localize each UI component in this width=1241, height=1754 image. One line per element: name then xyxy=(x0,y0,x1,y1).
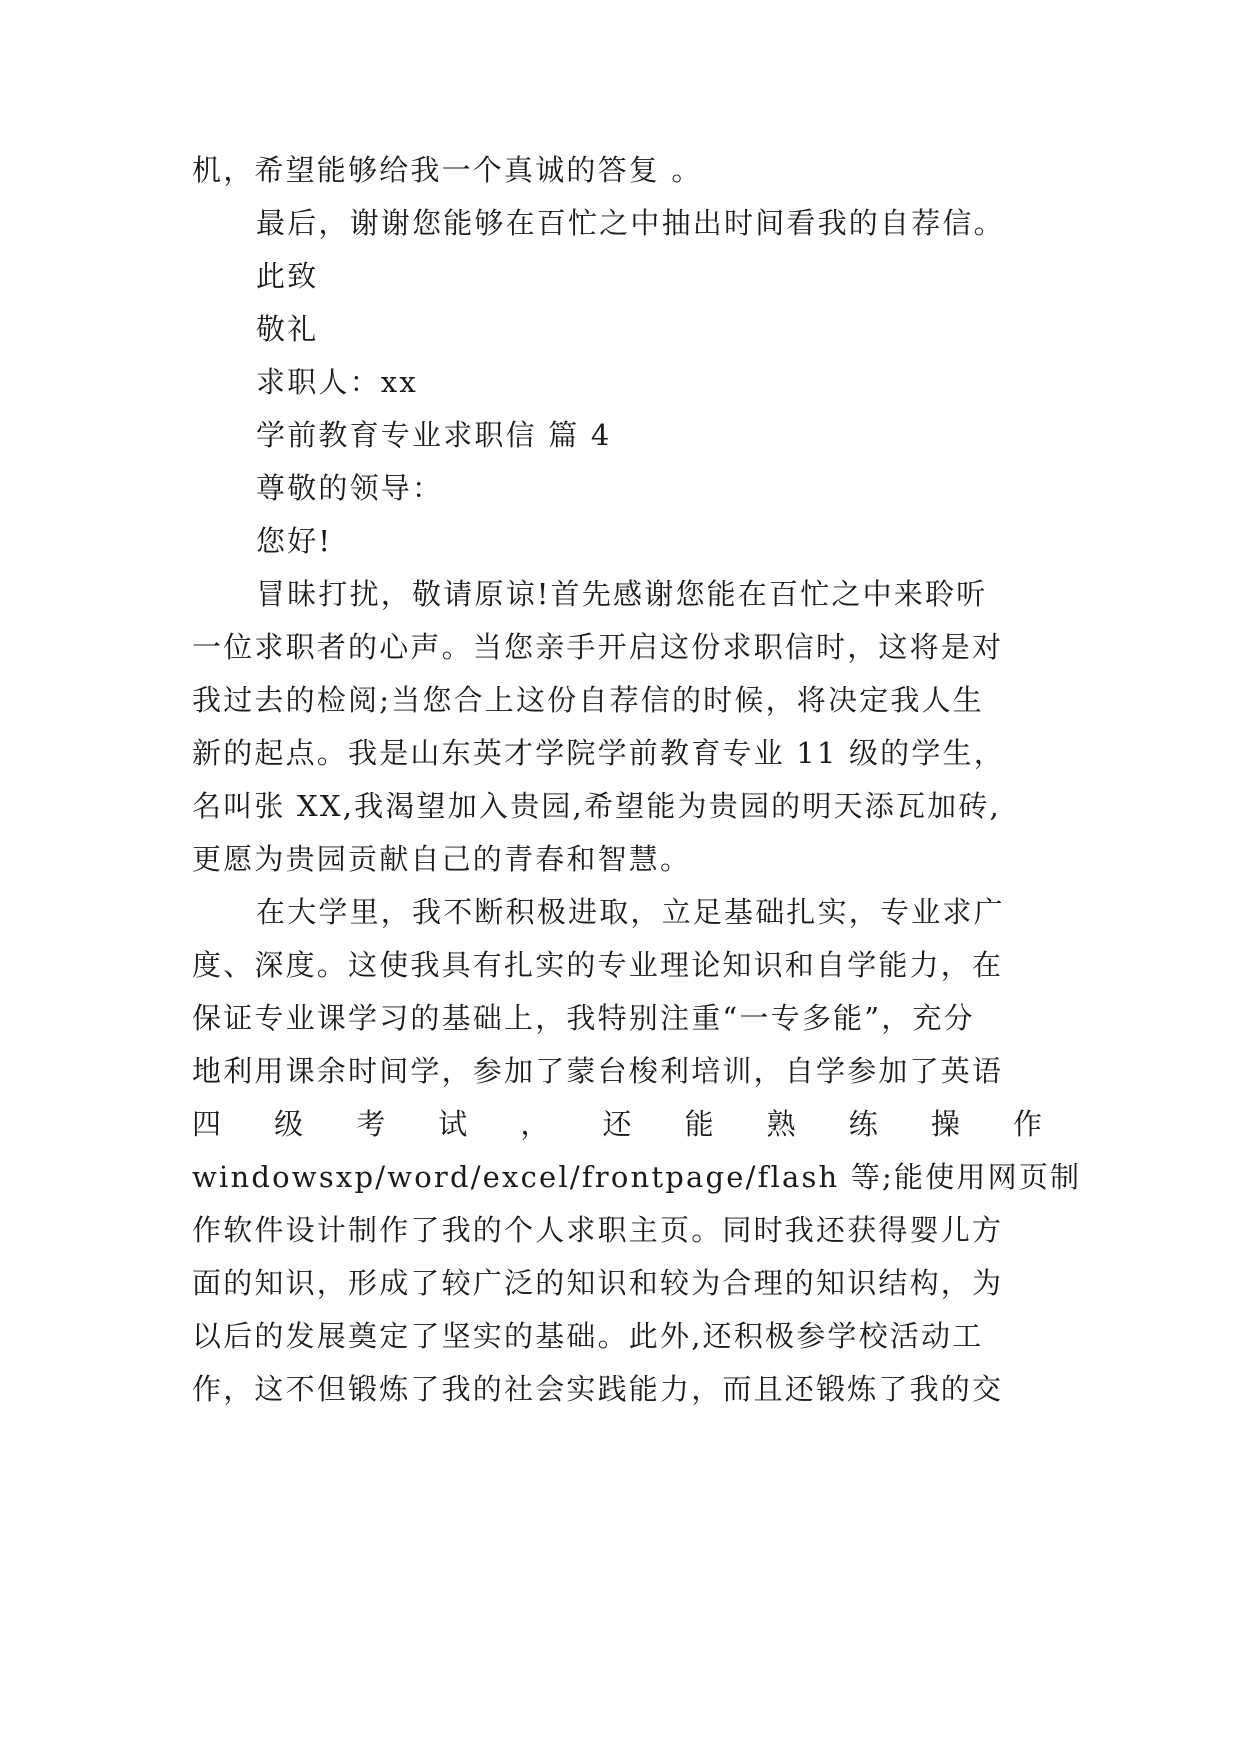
text-line: 最后，谢谢您能够在百忙之中抽出时间看我的自荐信。 xyxy=(256,206,1005,240)
text-char: 级 xyxy=(274,1107,304,1141)
text-line: 我过去的检阅;当您合上这份自荐信的时候，将决定我人生 xyxy=(192,683,984,717)
text-line: 保证专业课学习的基础上，我特别注重“一专多能”，充分 xyxy=(192,1001,975,1035)
text-line: 作，这不但锻炼了我的社会实践能力，而且还锻炼了我的交 xyxy=(192,1372,1004,1406)
text-char: 试 xyxy=(438,1107,468,1141)
text-line: 冒昧打扰，敬请原谅!首先感谢您能在百忙之中来聆听 xyxy=(256,577,988,611)
text-char: 作 xyxy=(1012,1107,1042,1141)
text-line: 作软件设计制作了我的个人求职主页。同时我还获得婴儿方 xyxy=(192,1213,1004,1247)
text-line: 名叫张 XX,我渴望加入贵园,希望能为贵园的明天添瓦加砖, xyxy=(192,789,1001,823)
text-line: 此致 xyxy=(256,259,319,293)
text-line: 地利用课余时间学，参加了蒙台梭利培训，自学参加了英语 xyxy=(192,1054,1004,1088)
text-char: 考 xyxy=(356,1107,386,1141)
section-heading: 学前教育专业求职信 篇 4 xyxy=(256,418,612,452)
text-line: 更愿为贵园贡献自己的青春和智慧。 xyxy=(192,842,692,876)
text-line: 尊敬的领导： xyxy=(256,471,444,505)
text-char: 熟 xyxy=(766,1107,796,1141)
text-line: 您好! xyxy=(256,524,333,558)
text-line: 在大学里，我不断积极进取，立足基础扎实，专业求广 xyxy=(256,895,1005,929)
text-line: 敬礼 xyxy=(256,312,319,346)
text-char: 操 xyxy=(930,1107,960,1141)
text-line: 面的知识，形成了较广泛的知识和较为合理的知识结构，为 xyxy=(192,1266,1004,1300)
text-char: ， xyxy=(520,1107,550,1141)
justified-text-line xyxy=(192,1104,1042,1144)
text-line: 度、深度。这使我具有扎实的专业理论知识和自学能力，在 xyxy=(192,948,1004,982)
text-line: 机，希望能够给我一个真诚的答复 。 xyxy=(192,153,703,187)
text-line: 以后的发展奠定了坚实的基础。此外,还积极参学校活动工 xyxy=(192,1319,984,1353)
text-line: 求职人：xx xyxy=(256,365,418,399)
text-line: 一位求职者的心声。当您亲手开启这份求职信时，这将是对 xyxy=(192,630,1004,664)
text-char: 还 xyxy=(602,1107,632,1141)
text-char: 练 xyxy=(848,1107,878,1141)
text-line: windowsxp/word/excel/frontpage/flash 等;能使用网页制 xyxy=(192,1160,1082,1194)
text-char: 四 xyxy=(192,1107,222,1141)
text-char: 能 xyxy=(684,1107,714,1141)
text-line: 新的起点。我是山东英才学院学前教育专业 11 级的学生， xyxy=(192,736,1005,770)
